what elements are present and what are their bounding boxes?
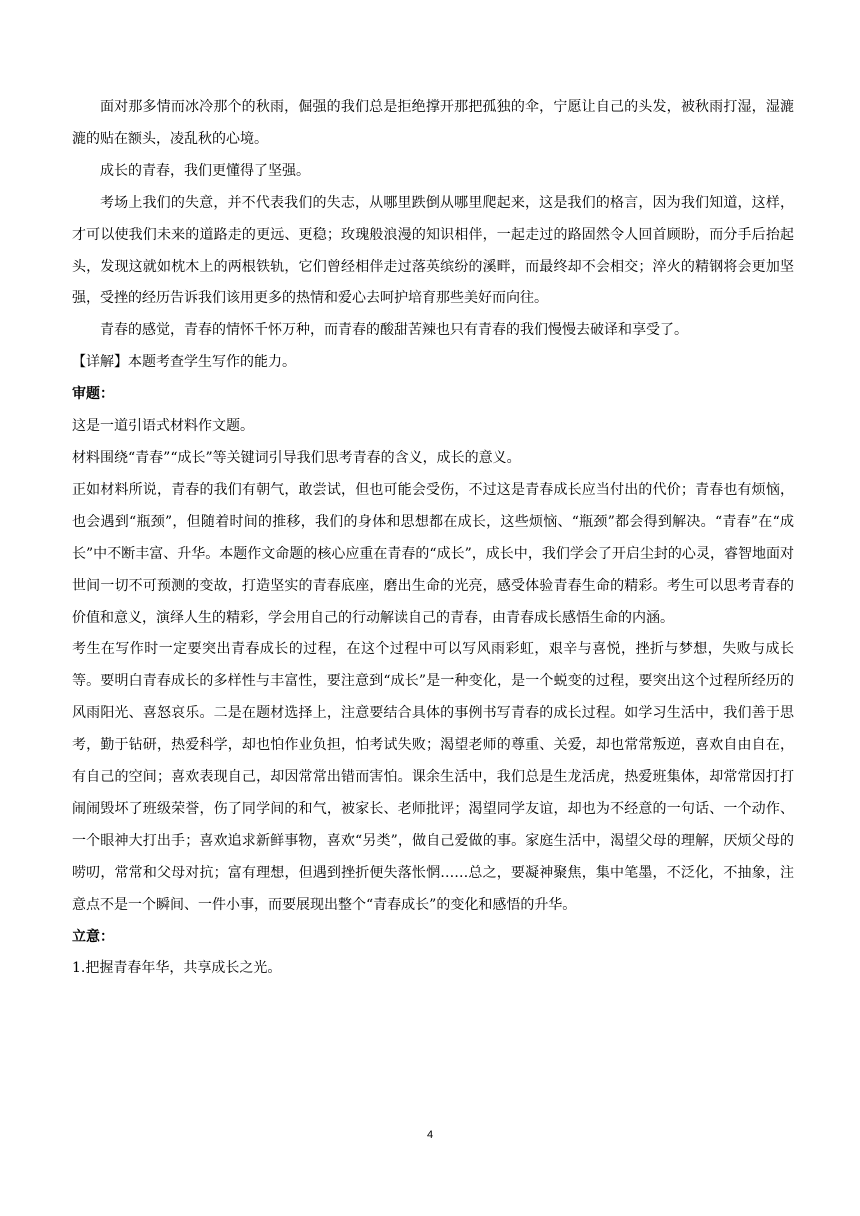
paragraph-exam-setback: 考场上我们的失意，并不代表我们的失志，从哪里跌倒从哪里爬起来，这是我们的格言，因为我们知道，这样，才可以使我们未来的道路走的更远、更稳；玫瑰般浪漫的知识相伴，一起走过的路固然令人回首顾盼，而分手后抬起头，发现这就如枕木上的两根铁轨，它们曾经相伴走过落英缤纷的溪畔，而最终却不会相交；淬火的精钢将会更加坚强，受挫的经历告诉我们该用更多的热情和爱心去呵护培育那些美好而向往。 (72, 194, 794, 307)
paragraph-keywords: 材料围绕“青春”“成长”等关键词引导我们思考青春的含义，成长的意义。 (72, 449, 521, 466)
paragraph-writing-guidance: 考生在写作时一定要突出青春成长的过程，在这个过程中可以写风雨彩虹，艰辛与喜悦，挫折与梦想，失败与成长等。要明白青春成长的多样性与丰富性，要注意到“成长”是一种变化，是一个蜕变的过程，要突出这个过程所经历的风雨阳光、喜怒哀乐。二是在题材选择上，注意要结合具体的事例书写青春的成长过程。如学习生活中，我们善于思考，勤于钻研，热爱科学，却也怕作业负担，怕考试失败；渴望老师的尊重、关爱，却也常常叛逆，喜欢自由自在，有自己的空间；喜欢表现自己，却因常常出错而害怕。课余生活中，我们总是生龙活虎，热爱班集体，却常常因打打闹闹毁坏了班级荣誉，伤了同学间的和气，被家长、老师批评；渴望同学友谊，却也为不经意的一句话、一个动作、一个眼神大打出手；喜欢追求新鲜事物，喜欢“另类”，做自己爱做的事。家庭生活中，渴望父母的理解，厌烦父母的唠叨，常常和父母对抗；富有理想，但遇到挫折便失落怅惘……总之，要凝神聚焦，集中笔墨，不泛化，不抽象，注意点不是一个瞬间、一件小事，而要展现出整个“青春成长”的变化和感悟的升华。 (72, 641, 794, 913)
paragraph-youth-feeling: 青春的感觉，青春的情怀千怀万种，而青春的酸甜苦辣也只有青春的我们慢慢去破译和享受了。 (100, 322, 688, 339)
heading-topic-review: 审题： (72, 386, 114, 403)
paragraph-detail-note: 【详解】本题考查学生写作的能力。 (72, 354, 296, 371)
paragraph-growing-strong: 成长的青春，我们更懂得了坚强。 (100, 162, 310, 179)
heading-theme: 立意： (72, 928, 114, 945)
paragraph-autumn-rain: 面对那多情而冰冷那个的秋雨，倔强的我们总是拒绝撑开那把孤独的伞，宁愿让自己的头发，被秋雨打湿，湿漉漉的贴在额头，凌乱秋的心境。 (72, 99, 794, 147)
paragraph-theme-1: 1.把握青春年华，共享成长之光。 (72, 960, 282, 977)
document-body (72, 92, 794, 985)
page-number: 4 (426, 1129, 434, 1141)
paragraph-material-analysis: 正如材料所说，青春的我们有朝气，敢尝试，但也可能会受伤，不过这是青春成长应当付出的代价；青春也有烦恼，也会遇到“瓶颈”，但随着时间的推移，我们的身体和思想都在成长，这些烦恼、“瓶颈”都会得到解决。“青春”在“成长”中不断丰富、升华。本题作文命题的核心应重在青春的“成长”，成长中，我们学会了开启尘封的心灵，睿智地面对世间一切不可预测的变故，打造坚实的青春底座，磨出生命的光亮，感受体验青春生命的精彩。考生可以思考青春的价值和意义，演绎人生的精彩，学会用自己的行动解读自己的青春，由青春成长感悟生命的内涵。 (72, 481, 794, 626)
paragraph-topic-type: 这是一道引语式材料作文题。 (72, 418, 254, 435)
